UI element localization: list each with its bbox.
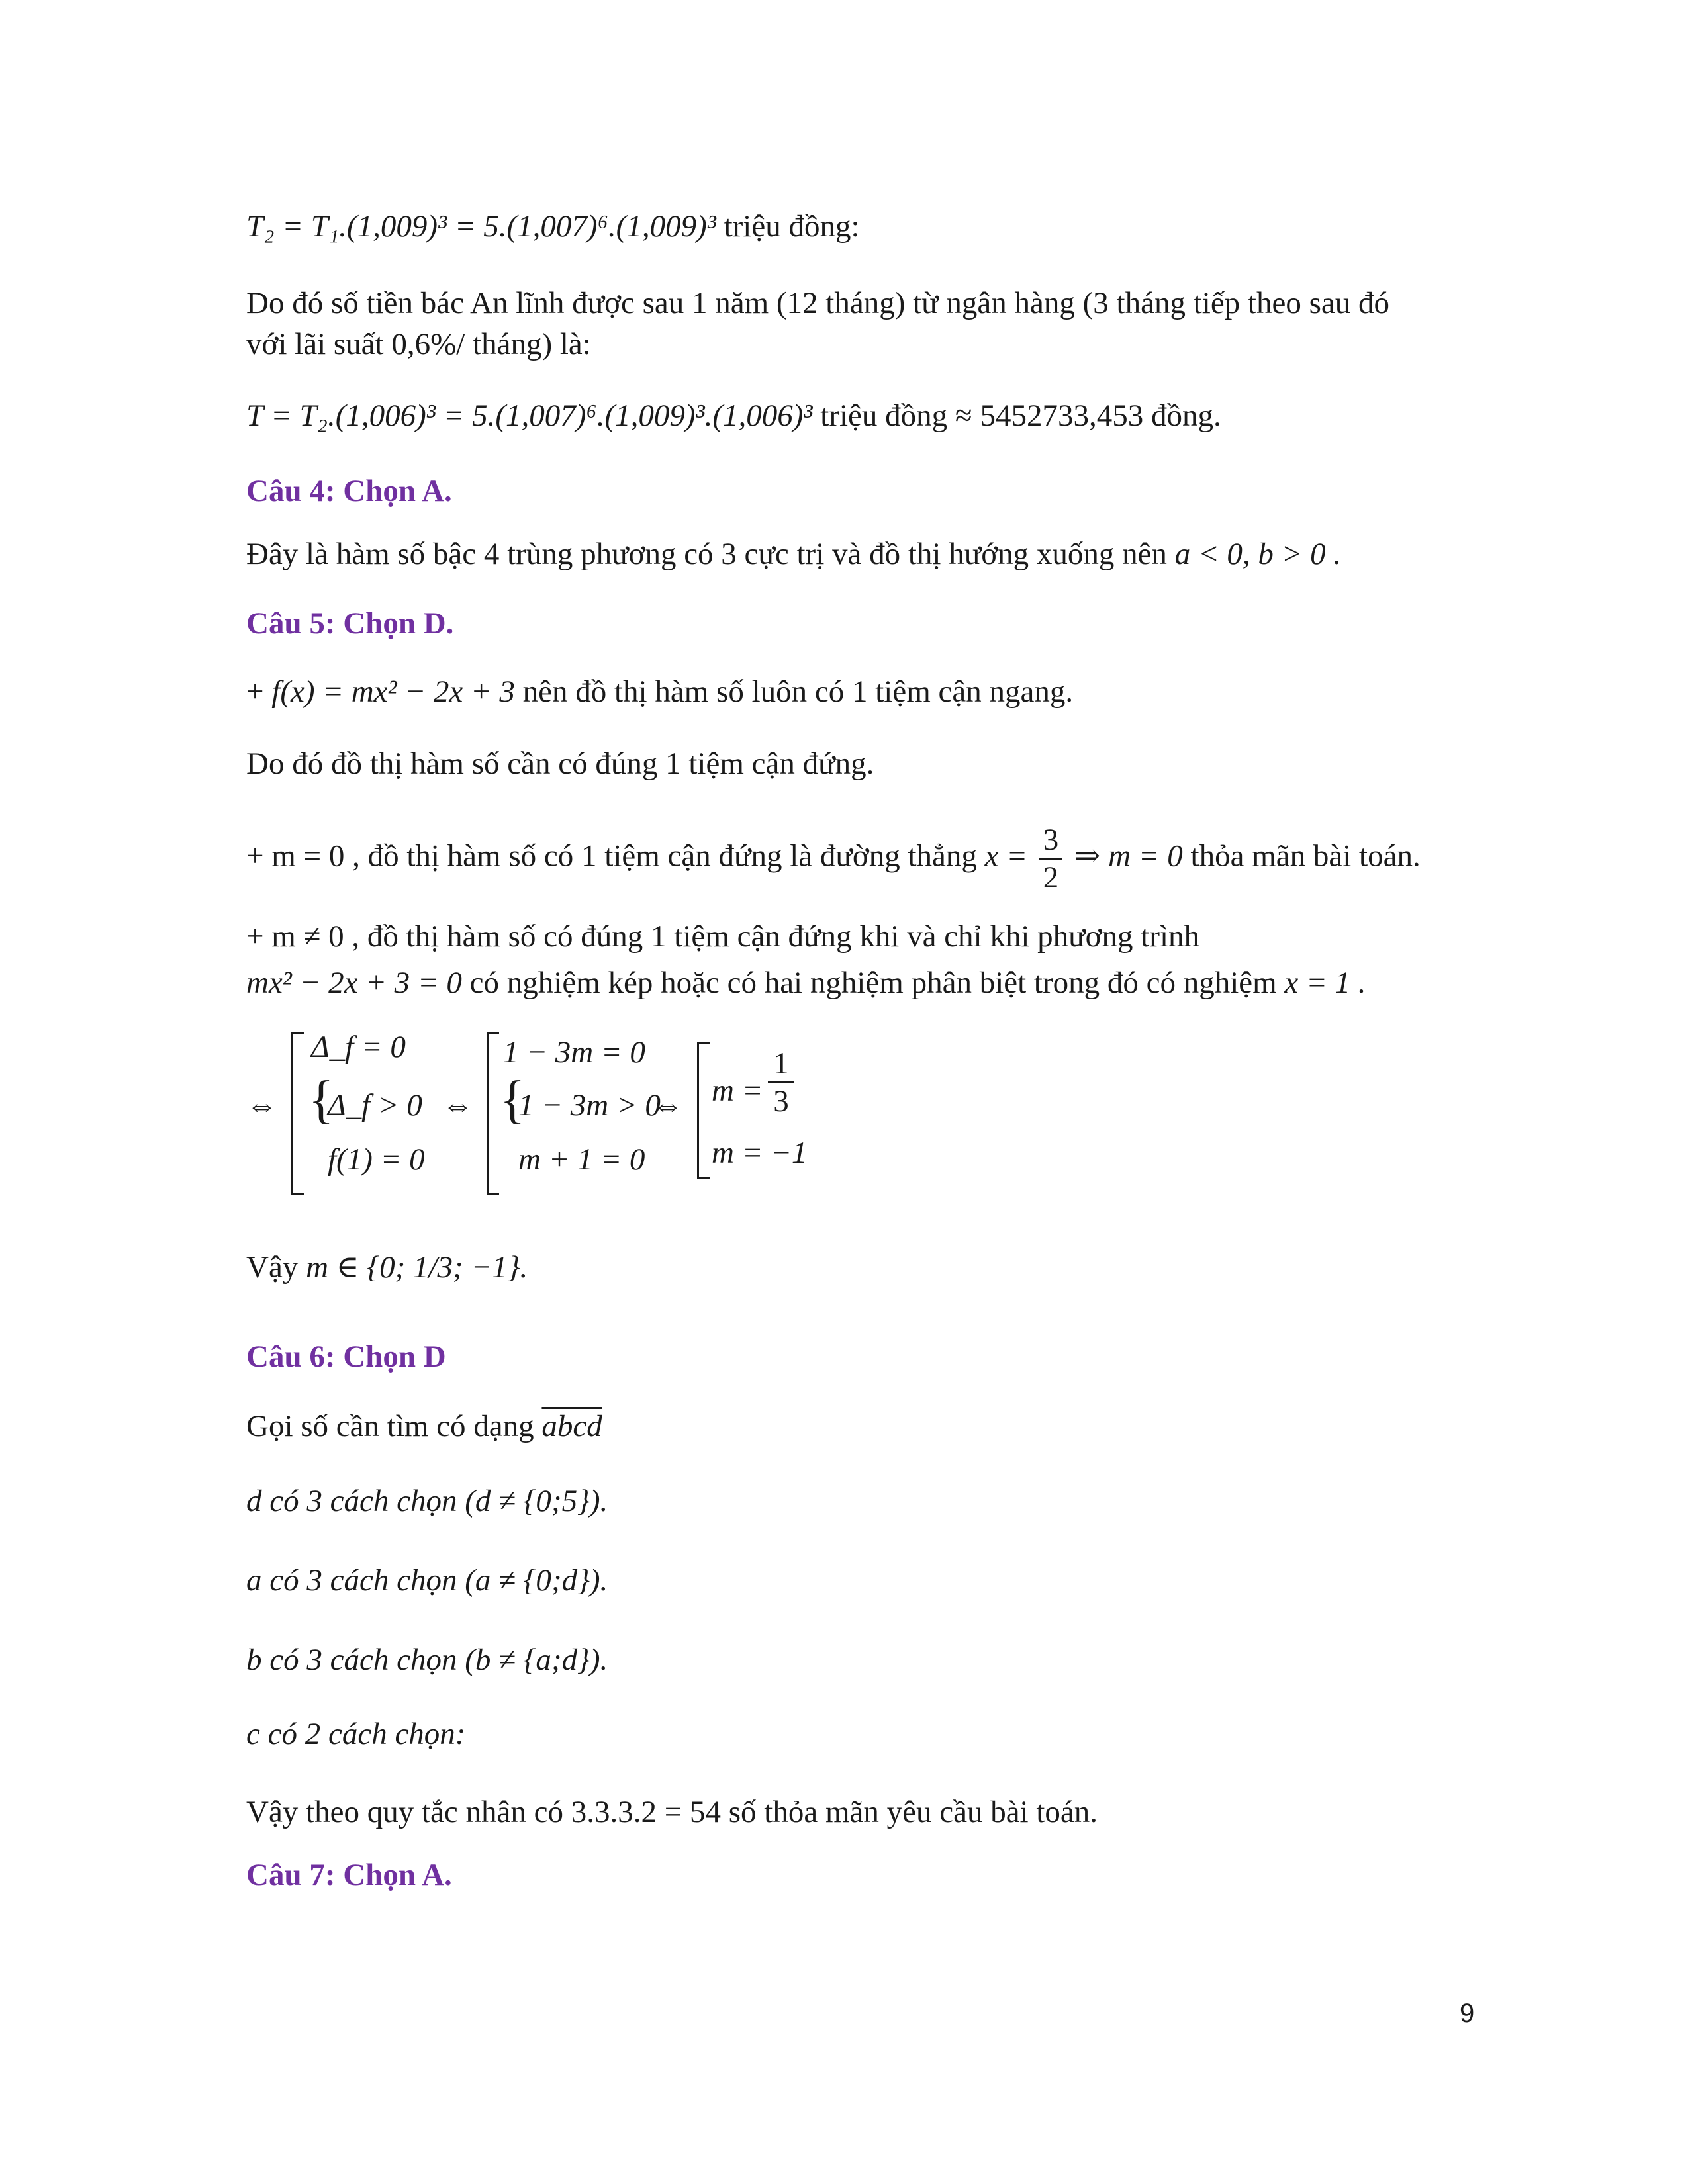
iff-symbol-1: ⇔ — [246, 1088, 277, 1122]
system-2-row-2: 1 − 3m > 0 — [518, 1088, 661, 1122]
plus-sign: + — [246, 674, 264, 709]
q6-intro-text: Gọi số cần tìm có dạng — [246, 1409, 534, 1443]
curly-brace-1: { — [308, 1071, 334, 1129]
page-number: 9 — [1460, 1999, 1475, 2028]
system-1-row-2: Δ_f > 0 — [328, 1088, 422, 1122]
system-2-row-3: m + 1 = 0 — [518, 1142, 645, 1177]
iff-symbol-3: ⇔ — [652, 1088, 683, 1122]
system-2-row-1: 1 − 3m = 0 — [503, 1035, 645, 1069]
iff-symbol-2: ⇔ — [442, 1088, 473, 1122]
number-form: abcd — [541, 1409, 602, 1443]
q6-d-line: d có 3 cách chọn (d ≠ {0;5}). — [246, 1484, 608, 1518]
q5-conclusion — [246, 1248, 528, 1287]
q6-intro — [246, 1406, 602, 1446]
q6-conclusion: Vậy theo quy tắc nhân có 3.3.3.2 = 54 số thỏa mãn yêu cầu bài toán. — [246, 1795, 1098, 1829]
system-3-row-2: m = −1 — [712, 1136, 808, 1170]
t2-formula: T₂ = T₁.(1,009)³ = 5.(1,007)⁶.(1,009)³ — [246, 209, 716, 244]
q5-line3-b: ⇒ m = 0 — [1074, 839, 1183, 874]
q4-text: Đây là hàm số bậc 4 trùng phương có 3 cực trị và đồ thị hướng xuống nên — [246, 537, 1167, 571]
conclusion-prefix: Vậy — [246, 1250, 299, 1285]
t2-line — [246, 206, 860, 246]
q5-line3-a: + m = 0 , đồ thị hàm số có 1 tiệm cận đứng là đường thẳng — [246, 839, 977, 874]
q5-line1 — [246, 672, 1073, 711]
q5-line2: Do đó đồ thị hàm số cần có đúng 1 tiệm cận đứng. — [246, 747, 874, 781]
q5-line5 — [246, 963, 1366, 1003]
q5-line3-c: thỏa mãn bài toán. — [1190, 839, 1421, 874]
q6-a-line: a có 3 cách chọn (a ≠ {0;d}). — [246, 1563, 608, 1598]
paragraph-line: với lãi suất 0,6%/ tháng) là: — [246, 327, 591, 361]
t2-unit: triệu đồng: — [724, 209, 860, 244]
q6-heading: Câu 6: Chọn D — [246, 1340, 446, 1374]
t-result: ≈ 5452733,453 đồng. — [955, 398, 1221, 433]
conclusion-set: m ∈ {0; 1/3; −1}. — [306, 1250, 528, 1285]
q5-line1-text: nên đồ thị hàm số luôn có 1 tiệm cận ngang. — [522, 674, 1074, 709]
q4-heading: Câu 4: Chọn A. — [246, 474, 452, 508]
q4-condition: a < 0, b > 0 . — [1174, 537, 1342, 571]
square-bracket-1 — [291, 1032, 304, 1195]
system-1-row-3: f(1) = 0 — [328, 1142, 425, 1177]
q7-heading: Câu 7: Chọn A. — [246, 1858, 452, 1892]
fraction-3-2 — [1039, 822, 1063, 895]
q6-c-line: c có 2 cách chọn: — [246, 1717, 466, 1751]
q5-equation: mx² − 2x + 3 = 0 — [246, 966, 462, 1000]
t-line — [246, 396, 1221, 435]
q4-body — [246, 534, 1341, 574]
q5-heading: Câu 5: Chọn D. — [246, 606, 454, 641]
square-bracket-3 — [697, 1042, 710, 1179]
curly-brace-2: { — [500, 1071, 526, 1129]
system-1-row-1: Δ_f = 0 — [311, 1030, 406, 1064]
paragraph-line: Do đó số tiền bác An lĩnh được sau 1 năm (12 tháng) từ ngân hàng (3 tháng tiếp theo sau đó — [246, 286, 1389, 320]
t-unit: triệu đồng — [820, 398, 948, 433]
system-3-frac: 1 3 — [768, 1046, 794, 1119]
system-3-row-1: m = — [712, 1073, 763, 1108]
frac-num: 3 — [1039, 822, 1063, 860]
frac-den: 2 — [1043, 860, 1059, 895]
q5-line5-end: x = 1 . — [1284, 966, 1366, 1000]
q5-line5-text: có nghiệm kép hoặc có hai nghiệm phân biệt trong đó có nghiệm — [469, 966, 1277, 1000]
q5-function: f(x) = mx² − 2x + 3 — [271, 674, 515, 709]
q5-line4: + m ≠ 0 , đồ thị hàm số có đúng 1 tiệm cận đứng khi và chỉ khi phương trình — [246, 919, 1200, 954]
q6-b-line: b có 3 cách chọn (b ≠ {a;d}). — [246, 1643, 608, 1677]
square-bracket-2 — [487, 1032, 499, 1195]
t-formula: T = T₂.(1,006)³ = 5.(1,007)⁶.(1,009)³.(1,006)³ — [246, 398, 813, 433]
q5-line3: + m = 0 , đồ thị hàm số có 1 tiệm cận đứng là đường thẳng x = $\frac{3}{2}$ ⇒ m = 0 thỏa mãn bài toán. — [246, 823, 1421, 895]
